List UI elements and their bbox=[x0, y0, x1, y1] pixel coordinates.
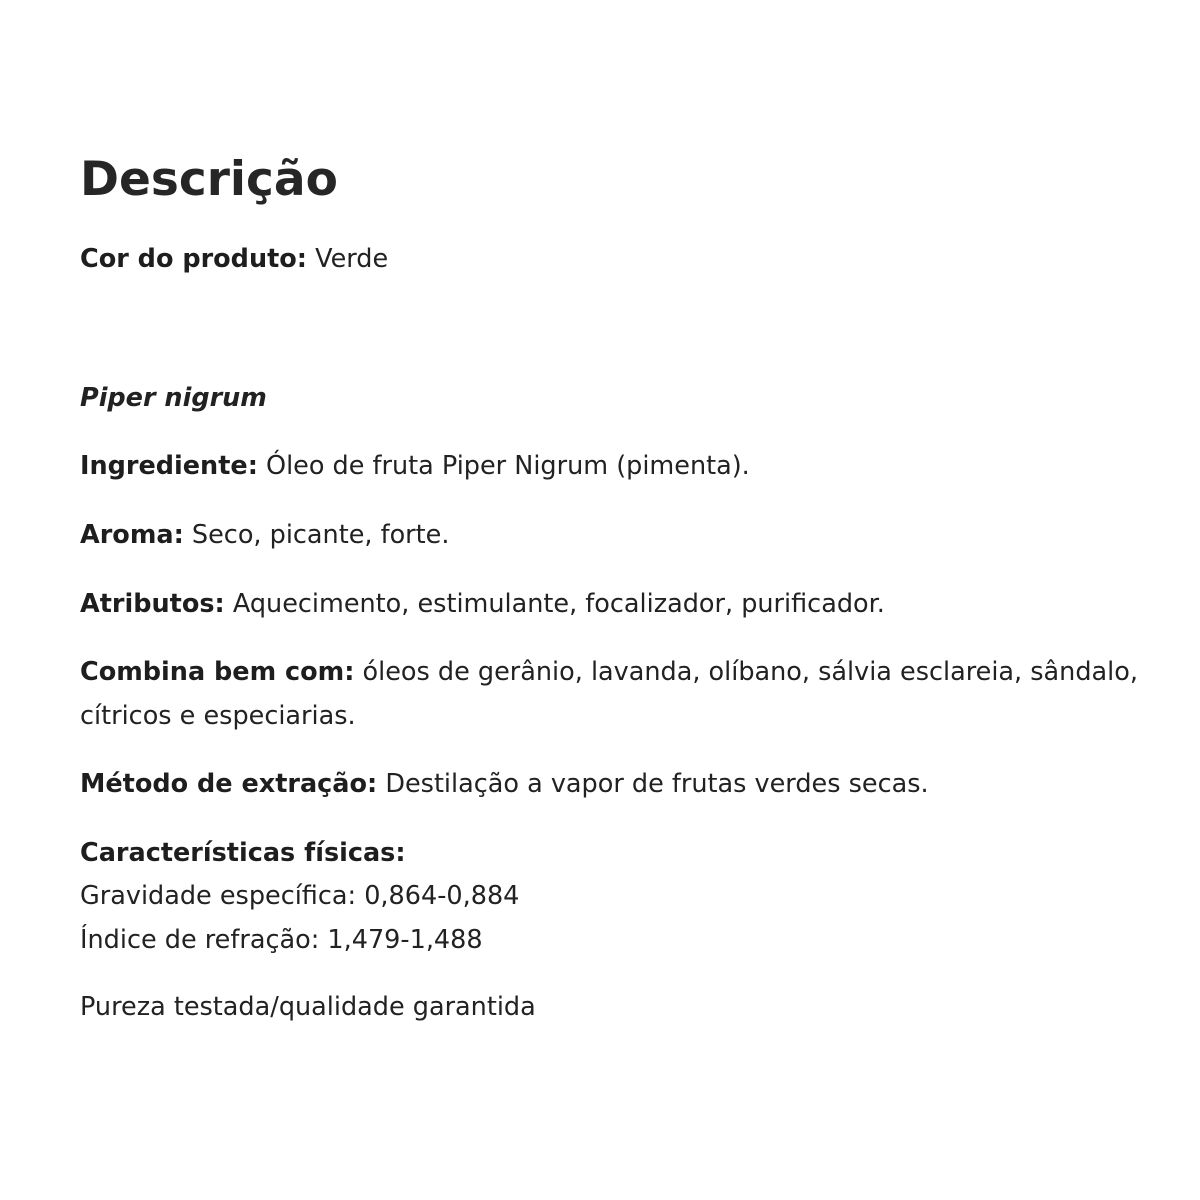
blends-label: Combina bem com: bbox=[80, 657, 355, 687]
aroma-row bbox=[80, 513, 1140, 557]
refraction-index: Índice de refração: 1,479-1,488 bbox=[80, 925, 483, 955]
blends-value-line2: cítricos e especiarias. bbox=[80, 701, 356, 731]
purity-statement: Pureza testada/qualidade garantida bbox=[80, 992, 536, 1022]
extraction-label: Método de extração: bbox=[80, 769, 378, 799]
ingredient-label: Ingrediente: bbox=[80, 451, 258, 481]
extraction-row bbox=[80, 762, 1140, 806]
blends-value-line1: óleos de gerânio, lavanda, olíbano, sálvia esclareia, sândalo, bbox=[362, 657, 1138, 687]
physical-characteristics-label bbox=[80, 831, 1140, 875]
ingredient-value: Óleo de fruta Piper Nigrum (pimenta). bbox=[266, 451, 750, 481]
section-title: Descrição bbox=[80, 152, 338, 207]
attributes-value: Aquecimento, estimulante, focalizador, purificador. bbox=[232, 589, 885, 619]
blends-row-continued bbox=[80, 694, 1140, 738]
product-color-row bbox=[80, 237, 1140, 281]
aroma-label: Aroma: bbox=[80, 520, 184, 550]
extraction-value: Destilação a vapor de frutas verdes secas. bbox=[385, 769, 929, 799]
specific-gravity: Gravidade específica: 0,864-0,884 bbox=[80, 881, 520, 911]
product-color-value: Verde bbox=[315, 244, 389, 274]
ingredient-row bbox=[80, 444, 1140, 488]
species-name: Piper nigrum bbox=[80, 383, 267, 413]
aroma-value: Seco, picante, forte. bbox=[191, 520, 450, 550]
product-color-label: Cor do produto: bbox=[80, 244, 307, 274]
physical-label-text: Características físicas: bbox=[80, 838, 406, 868]
attributes-row bbox=[80, 582, 1140, 626]
blends-row bbox=[80, 650, 1140, 694]
attributes-label: Atributos: bbox=[80, 589, 225, 619]
